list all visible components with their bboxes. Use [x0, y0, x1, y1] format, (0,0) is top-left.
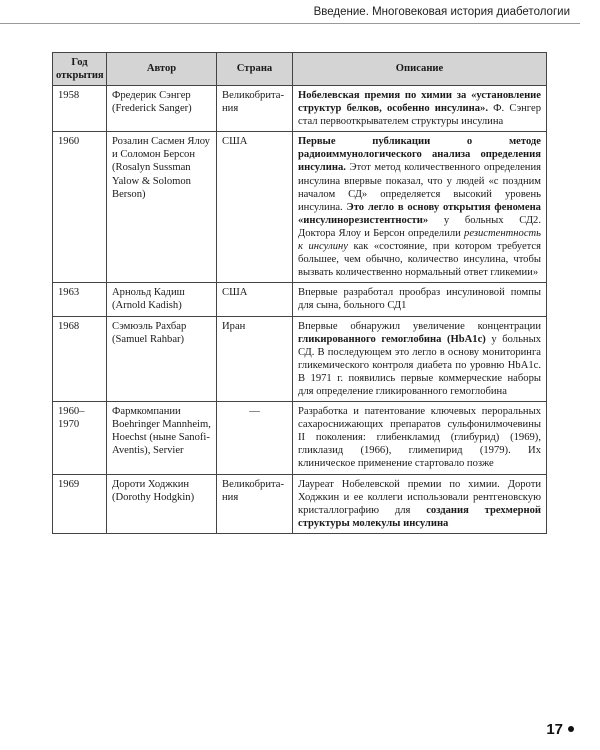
cell-year: 1963 [53, 283, 107, 316]
cell-year: 1958 [53, 86, 107, 132]
cell-description [293, 474, 547, 533]
cell-year: 1968 [53, 316, 107, 402]
table-row [53, 402, 547, 474]
description-text: Разработка и патентование ключевых пероральных сахароснижающих препаратов сульфонилмочевины II поколения: глибенкламид (глибурид) (1969), гликлазид (1966), глимепирид (1979). Их клиническое применение стартовало позже [298, 406, 541, 470]
cell-description [293, 283, 547, 316]
cell-author: Арнольд Кадиш (Arnold Kadish) [107, 283, 217, 316]
description-text: у больных СД2. Доктора Ялоу и Берсон определили [298, 214, 541, 239]
description-text: гликированного гемоглобина (HbA1c) [298, 333, 486, 345]
running-title: Введение. Многовековая история диабетологии [313, 6, 570, 18]
table-row [53, 283, 547, 316]
cell-author: Фредерик Сэнгер (Frederick Sanger) [107, 86, 217, 132]
table-row [53, 86, 547, 132]
column-header-author: Автор [107, 53, 217, 86]
cell-description [293, 316, 547, 402]
description-text: Ф. Сэнгер стал первооткрывателем структуры инсулина [298, 103, 541, 128]
column-header-country: Страна [217, 53, 293, 86]
page-number [546, 721, 574, 738]
description-text: Впервые разработал прообраз инсулиновой помпы для сына, больного СД1 [298, 287, 541, 312]
cell-country: США [217, 283, 293, 316]
cell-author: Сэмюэль Рахбар (Samuel Rahbar) [107, 316, 217, 402]
table-row [53, 316, 547, 402]
description-text: Это легло в основу открытия феномена «инсулинорезистентности» [298, 201, 541, 226]
cell-description [293, 402, 547, 474]
cell-country: — [217, 402, 293, 474]
description-text: резистентность к инсулину [298, 227, 541, 253]
column-header-year: Год открытия [53, 53, 107, 86]
table-header [53, 53, 547, 86]
cell-year: 1960–1970 [53, 402, 107, 474]
cell-country: США [217, 132, 293, 283]
description-text: Впервые обнаружил увеличение концентрации [298, 320, 541, 332]
description-text: как «состояние, при котором требуется большее, чем обычно, количество инсулина, чтобы вызвать количественно нормальный ответ гликемии» [298, 241, 541, 279]
cell-author: Дороти Ходжкин (Dorothy Hodgkin) [107, 474, 217, 533]
header-row [53, 53, 547, 86]
bullet-dot-icon [568, 726, 574, 732]
column-header-description: Описание [293, 53, 547, 86]
cell-author: Розалин Сасмен Ялоу и Соломон Берсон (Rosalyn Sussman Yalow & Solomon Berson) [107, 132, 217, 283]
cell-author: Фармкомпании Boehringer Mannheim, Hoechst (ныне Sanofi-Aventis), Servier [107, 402, 217, 474]
cell-country: Великобрита-ния [217, 86, 293, 132]
diabetology-timeline-table [52, 52, 547, 534]
header-rule [0, 23, 580, 24]
description-text: создания трехмерной структуры молекулы инсулина [298, 504, 541, 529]
description-text: Лауреат Нобелевской премии по химии. Дороти Ходжкин и ее коллеги использовали рентгеновскую кристаллографию для [298, 478, 541, 516]
description-text: Первые публикации о методе радиоиммунологического анализа определения инсулина. [298, 136, 541, 174]
cell-description [293, 86, 547, 132]
table-row [53, 474, 547, 533]
description-text: у больных СД. В последующем это легло в основу мониторинга гликемического контроля диабета по уровню HbA1c. В 1971 г. появились первые коммерческие наборы для определение гликированного гемоглобина [298, 333, 542, 397]
description-text: Этот метод количественного определения инсулина впервые показал, что у людей «с поздним началом СД» определяется высокий уровень инсулина. [298, 162, 541, 213]
cell-country: Великобрита-ния [217, 474, 293, 533]
cell-country: Иран [217, 316, 293, 402]
cell-description [293, 132, 547, 283]
table-body [53, 86, 547, 534]
cell-year: 1969 [53, 474, 107, 533]
cell-year: 1960 [53, 132, 107, 283]
page-number-text: 17 [546, 721, 563, 738]
description-text: Нобелевская премия по химии за «установление структур белков, особенно инсулина». [298, 90, 541, 115]
table-row [53, 132, 547, 283]
